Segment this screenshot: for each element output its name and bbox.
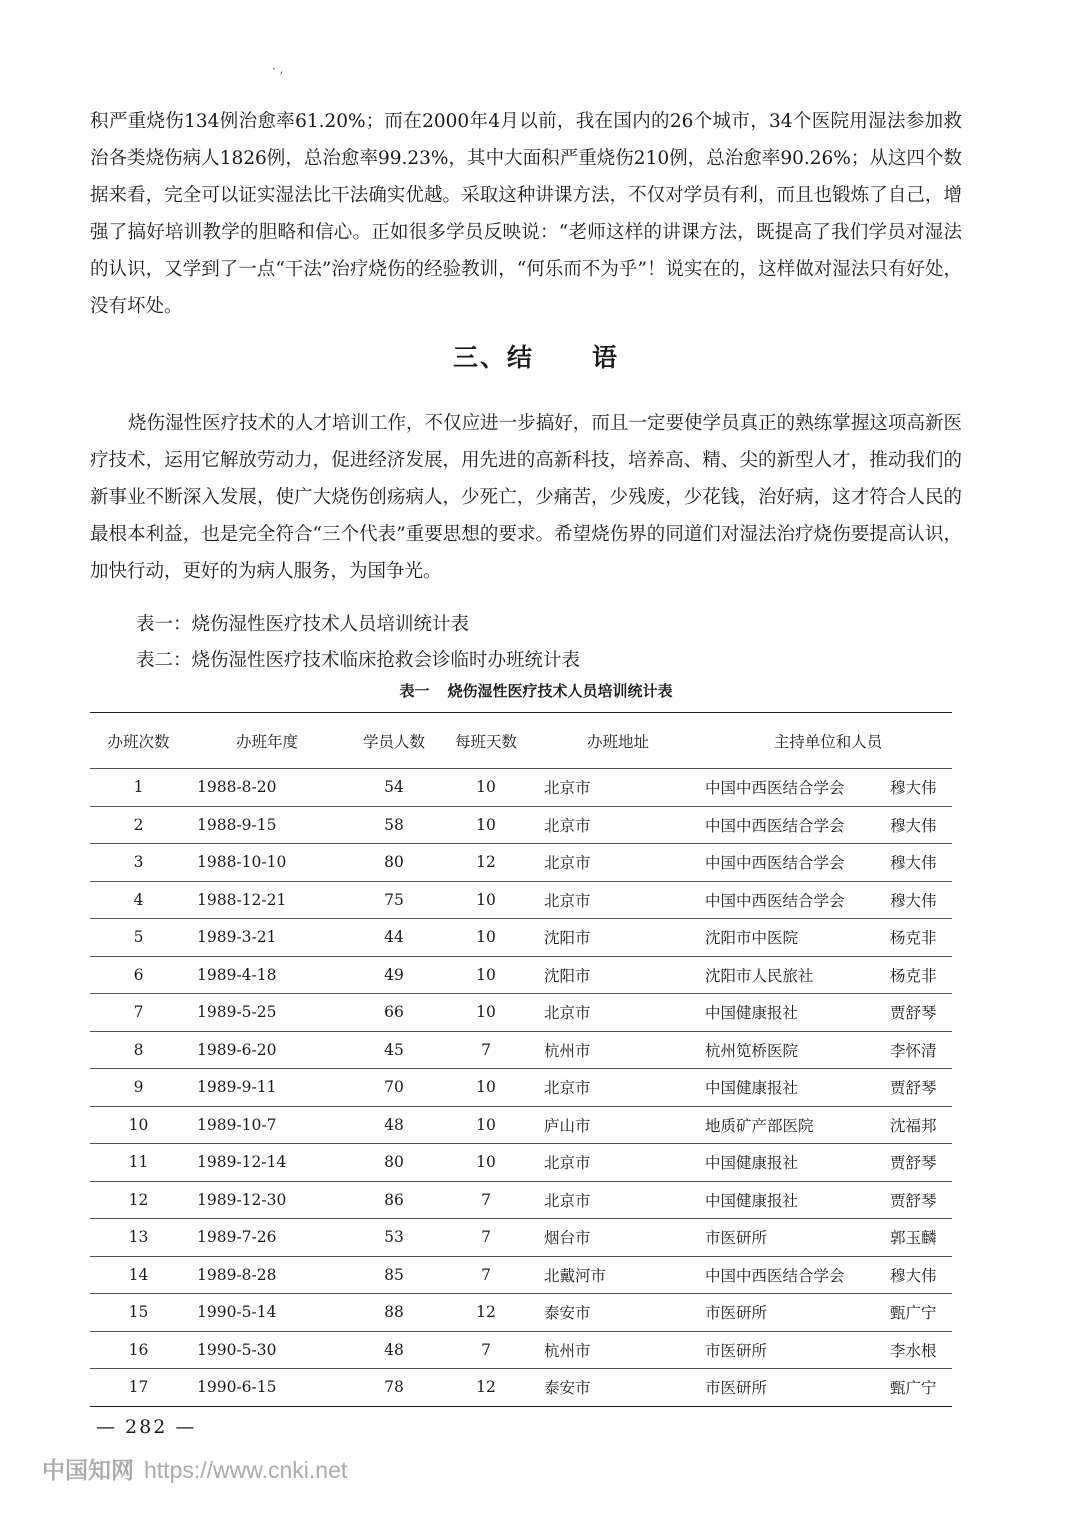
host-person: 贾舒琴 bbox=[890, 1154, 937, 1173]
cell-location: 沈阳市 bbox=[532, 919, 705, 957]
cell-location: 杭州市 bbox=[532, 1331, 705, 1369]
cell-days: 12 bbox=[440, 1369, 532, 1407]
cell-session: 16 bbox=[90, 1331, 187, 1369]
cell-host bbox=[705, 1369, 952, 1407]
host-unit: 中国中西医结合学会 bbox=[705, 891, 845, 910]
table-note-2: 表二：烧伤湿性医疗技术临床抢救会诊临时办班统计表 bbox=[136, 650, 581, 671]
header-location: 办班地址 bbox=[532, 713, 705, 769]
table-row bbox=[90, 881, 952, 919]
host-person: 穆大伟 bbox=[890, 816, 937, 835]
cell-session: 11 bbox=[90, 1144, 187, 1182]
section-heading bbox=[0, 338, 1072, 374]
cell-date: 1989-7-26 bbox=[187, 1219, 348, 1257]
cell-date: 1989-9-11 bbox=[187, 1069, 348, 1107]
cell-host bbox=[705, 769, 952, 807]
table-caption bbox=[0, 680, 1072, 701]
cell-students: 80 bbox=[348, 1144, 440, 1182]
cell-students: 44 bbox=[348, 919, 440, 957]
table-caption-label: 表一 bbox=[399, 682, 430, 700]
cell-students: 66 bbox=[348, 994, 440, 1032]
host-person: 穆大伟 bbox=[890, 854, 937, 873]
cell-location: 北京市 bbox=[532, 844, 705, 882]
cell-days: 7 bbox=[440, 1219, 532, 1257]
host-person: 杨克非 bbox=[890, 966, 937, 985]
table-header-row bbox=[90, 713, 952, 769]
paragraph-2: 烧伤湿性医疗技术的人才培训工作，不仅应进一步搞好，而且一定要使学员真正的熟练掌握这项高新医疗技术，运用它解放劳动力，促进经济发展，用先进的高新科技，培养高、精、尖的新型人才，推动我们的新事业不断深入发展，使广大烧伤创疡病人，少死亡，少痛苦，少残废，少花钱，治好病，这才符合人民的最根本利益，也是完全符合“三个代表”重要思想的要求。希望烧伤界的同道们对湿法治疗烧伤要提高认识，加快行动，更好的为病人服务，为国争光。 bbox=[90, 413, 962, 582]
cell-days: 7 bbox=[440, 1256, 532, 1294]
watermark-url: https://www.cnki.net bbox=[144, 1457, 348, 1483]
cell-students: 86 bbox=[348, 1181, 440, 1219]
table-row bbox=[90, 956, 952, 994]
host-unit: 沈阳市人民旅社 bbox=[705, 966, 814, 985]
cell-date: 1989-8-28 bbox=[187, 1256, 348, 1294]
cell-session: 7 bbox=[90, 994, 187, 1032]
host-unit: 沈阳市中医院 bbox=[705, 929, 799, 948]
table-caption-title: 烧伤湿性医疗技术人员培训统计表 bbox=[447, 682, 673, 700]
header-session: 办班次数 bbox=[90, 713, 187, 769]
cell-days: 10 bbox=[440, 1144, 532, 1182]
cell-host bbox=[705, 806, 952, 844]
cell-location: 北京市 bbox=[532, 806, 705, 844]
cell-session: 5 bbox=[90, 919, 187, 957]
cell-session: 6 bbox=[90, 956, 187, 994]
cell-host bbox=[705, 994, 952, 1032]
watermark-brand: 中国知网 bbox=[42, 1458, 134, 1484]
host-unit: 市医研所 bbox=[705, 1379, 768, 1398]
table-row bbox=[90, 769, 952, 807]
host-unit: 中国中西医结合学会 bbox=[705, 816, 845, 835]
host-unit: 中国中西医结合学会 bbox=[705, 1266, 845, 1285]
cell-host bbox=[705, 1069, 952, 1107]
paragraph-1: 积严重烧伤134例治愈率61.20%；而在2000年4月以前，我在国内的26个城市，34个医院用湿法参加救治各类烧伤病人1826例，总治愈率99.23%，其中大面积严重烧伤210例，总治愈率90.26%；从这四个数据来看，完全可以证实湿法比干法确实优越。采取这种讲课方法，不仅对学员有利，而且也锻炼了自己，增强了搞好培训教学的胆略和信心。正如很多学员反映说：“老师这样的讲课方法，既提高了我们学员对湿法的认识，又学到了一点“干法”治疗烧伤的经验教训，“何乐而不为乎”！说实在的，这样做对湿法只有好处，没有坏处。 bbox=[90, 111, 962, 317]
cell-session: 8 bbox=[90, 1031, 187, 1069]
host-person: 郭玉麟 bbox=[890, 1229, 937, 1248]
host-person: 贾舒琴 bbox=[890, 1191, 937, 1210]
cell-location: 北京市 bbox=[532, 1069, 705, 1107]
header-students: 学员人数 bbox=[348, 713, 440, 769]
cell-students: 58 bbox=[348, 806, 440, 844]
table-row bbox=[90, 1181, 952, 1219]
cell-location: 北京市 bbox=[532, 994, 705, 1032]
table-row bbox=[90, 1331, 952, 1369]
host-person: 沈福邦 bbox=[890, 1116, 937, 1135]
cell-session: 9 bbox=[90, 1069, 187, 1107]
table-row bbox=[90, 919, 952, 957]
cell-location: 北京市 bbox=[532, 881, 705, 919]
host-unit: 中国中西医结合学会 bbox=[705, 779, 845, 798]
host-unit: 中国健康报社 bbox=[705, 1154, 799, 1173]
host-unit: 市医研所 bbox=[705, 1341, 768, 1360]
cell-host bbox=[705, 1256, 952, 1294]
table-row bbox=[90, 1256, 952, 1294]
cell-session: 4 bbox=[90, 881, 187, 919]
cell-host bbox=[705, 844, 952, 882]
cell-students: 54 bbox=[348, 769, 440, 807]
cell-location: 北京市 bbox=[532, 769, 705, 807]
cell-students: 85 bbox=[348, 1256, 440, 1294]
host-unit: 中国健康报社 bbox=[705, 1079, 799, 1098]
cell-host bbox=[705, 881, 952, 919]
host-unit: 市医研所 bbox=[705, 1229, 768, 1248]
cell-location: 烟台市 bbox=[532, 1219, 705, 1257]
cell-days: 10 bbox=[440, 994, 532, 1032]
cell-date: 1989-3-21 bbox=[187, 919, 348, 957]
table-body bbox=[90, 769, 952, 1407]
table-row bbox=[90, 994, 952, 1032]
table-row bbox=[90, 1294, 952, 1332]
table-row bbox=[90, 806, 952, 844]
cell-days: 10 bbox=[440, 769, 532, 807]
cell-host bbox=[705, 1106, 952, 1144]
cell-date: 1989-10-7 bbox=[187, 1106, 348, 1144]
cell-host bbox=[705, 919, 952, 957]
cell-date: 1989-12-30 bbox=[187, 1181, 348, 1219]
host-unit: 中国健康报社 bbox=[705, 1191, 799, 1210]
cell-location: 北京市 bbox=[532, 1181, 705, 1219]
cell-days: 7 bbox=[440, 1031, 532, 1069]
cell-students: 48 bbox=[348, 1106, 440, 1144]
header-date: 办班年度 bbox=[187, 713, 348, 769]
cell-date: 1988-8-20 bbox=[187, 769, 348, 807]
cell-host bbox=[705, 1294, 952, 1332]
cell-location: 庐山市 bbox=[532, 1106, 705, 1144]
table-row bbox=[90, 1369, 952, 1407]
cell-location: 北京市 bbox=[532, 1144, 705, 1182]
cell-session: 1 bbox=[90, 769, 187, 807]
cell-date: 1988-9-15 bbox=[187, 806, 348, 844]
host-unit: 中国中西医结合学会 bbox=[705, 854, 845, 873]
host-person: 杨克非 bbox=[890, 929, 937, 948]
cell-days: 10 bbox=[440, 1106, 532, 1144]
cell-days: 12 bbox=[440, 844, 532, 882]
cell-host bbox=[705, 1181, 952, 1219]
cell-session: 14 bbox=[90, 1256, 187, 1294]
cell-location: 杭州市 bbox=[532, 1031, 705, 1069]
host-unit: 地质矿产部医院 bbox=[705, 1116, 814, 1135]
table-row bbox=[90, 1106, 952, 1144]
cell-days: 7 bbox=[440, 1331, 532, 1369]
host-person: 李怀清 bbox=[890, 1041, 937, 1060]
cell-date: 1990-5-14 bbox=[187, 1294, 348, 1332]
cell-location: 泰安市 bbox=[532, 1369, 705, 1407]
table-row bbox=[90, 1219, 952, 1257]
table-row bbox=[90, 844, 952, 882]
host-person: 穆大伟 bbox=[890, 779, 937, 798]
cell-students: 78 bbox=[348, 1369, 440, 1407]
cell-location: 泰安市 bbox=[532, 1294, 705, 1332]
cell-students: 80 bbox=[348, 844, 440, 882]
training-statistics-table bbox=[90, 712, 952, 1407]
table-row bbox=[90, 1069, 952, 1107]
watermark-footer bbox=[42, 1452, 347, 1485]
cell-date: 1989-12-14 bbox=[187, 1144, 348, 1182]
host-person: 甄广宁 bbox=[890, 1304, 937, 1323]
cell-days: 7 bbox=[440, 1181, 532, 1219]
table-row bbox=[90, 1144, 952, 1182]
cell-students: 49 bbox=[348, 956, 440, 994]
cell-date: 1990-5-30 bbox=[187, 1331, 348, 1369]
host-person: 穆大伟 bbox=[890, 1266, 937, 1285]
cell-date: 1989-6-20 bbox=[187, 1031, 348, 1069]
cell-date: 1988-12-21 bbox=[187, 881, 348, 919]
cell-days: 10 bbox=[440, 919, 532, 957]
cell-days: 10 bbox=[440, 956, 532, 994]
host-unit: 中国健康报社 bbox=[705, 1004, 799, 1023]
cell-host bbox=[705, 1144, 952, 1182]
header-days: 每班天数 bbox=[440, 713, 532, 769]
cell-date: 1990-6-15 bbox=[187, 1369, 348, 1407]
cell-session: 12 bbox=[90, 1181, 187, 1219]
page-number: — 282 — bbox=[96, 1416, 197, 1438]
cell-days: 10 bbox=[440, 1069, 532, 1107]
table-note-1: 表一：烧伤湿性医疗技术人员培训统计表 bbox=[136, 614, 470, 635]
cell-host bbox=[705, 1331, 952, 1369]
cell-location: 沈阳市 bbox=[532, 956, 705, 994]
table-row bbox=[90, 1031, 952, 1069]
cell-days: 10 bbox=[440, 806, 532, 844]
cell-session: 3 bbox=[90, 844, 187, 882]
cell-host bbox=[705, 1219, 952, 1257]
host-unit: 杭州笕桥医院 bbox=[705, 1041, 799, 1060]
cell-students: 75 bbox=[348, 881, 440, 919]
cell-days: 10 bbox=[440, 881, 532, 919]
cell-session: 2 bbox=[90, 806, 187, 844]
host-person: 穆大伟 bbox=[890, 891, 937, 910]
scan-mark: · , bbox=[272, 62, 284, 76]
cell-date: 1988-10-10 bbox=[187, 844, 348, 882]
cell-students: 45 bbox=[348, 1031, 440, 1069]
cell-host bbox=[705, 956, 952, 994]
cell-session: 13 bbox=[90, 1219, 187, 1257]
cell-session: 15 bbox=[90, 1294, 187, 1332]
cell-students: 48 bbox=[348, 1331, 440, 1369]
host-unit: 市医研所 bbox=[705, 1304, 768, 1323]
section-heading-rest: 语 bbox=[592, 343, 620, 372]
cell-host bbox=[705, 1031, 952, 1069]
cell-days: 12 bbox=[440, 1294, 532, 1332]
header-host: 主持单位和人员 bbox=[705, 713, 952, 769]
cell-session: 17 bbox=[90, 1369, 187, 1407]
cell-students: 88 bbox=[348, 1294, 440, 1332]
host-person: 贾舒琴 bbox=[890, 1004, 937, 1023]
cell-location: 北戴河市 bbox=[532, 1256, 705, 1294]
cell-students: 70 bbox=[348, 1069, 440, 1107]
section-heading-number: 三、结 bbox=[452, 343, 534, 372]
cell-date: 1989-5-25 bbox=[187, 994, 348, 1032]
cell-session: 10 bbox=[90, 1106, 187, 1144]
cell-date: 1989-4-18 bbox=[187, 956, 348, 994]
host-person: 李水根 bbox=[890, 1341, 937, 1360]
host-person: 甄广宁 bbox=[890, 1379, 937, 1398]
cell-students: 53 bbox=[348, 1219, 440, 1257]
host-person: 贾舒琴 bbox=[890, 1079, 937, 1098]
